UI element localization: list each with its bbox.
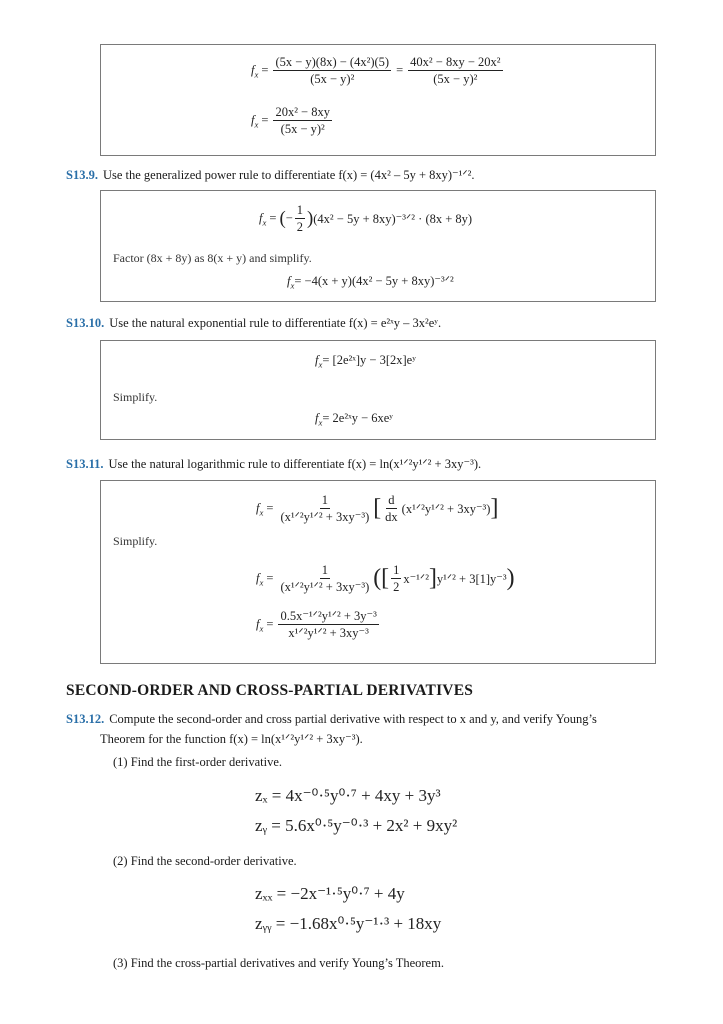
problem-s13-12 (66, 712, 597, 727)
step-3: (3) Find the cross-partial derivatives and verify Young’s Theorem. (113, 956, 444, 970)
equation-tail: = [2e²ˣ]y − 3[2x]eʸ (322, 353, 416, 367)
equation-tail: (4x² − 5y + 8xy)⁻³ᐟ² · (8x + 8y) (313, 211, 473, 226)
equation-tail: = 2e²ˣy − 6xeʸ (322, 411, 394, 425)
fraction-1 (273, 55, 391, 87)
fraction-log-3 (278, 609, 378, 641)
equation-inner: (x¹ᐟ²y¹ᐟ² + 3xy⁻³) (401, 501, 491, 516)
fraction-denominator: x¹ᐟ²y¹ᐟ² + 3xy⁻³ (288, 626, 369, 641)
equation-text: zᵧ = 5.6x⁰·⁵y⁻⁰·³ + 2x² + 9xy² (255, 816, 458, 835)
equation-log-rule: $f_x$ = $\frac{1}{\text{(x¹ᐟ²y¹ᐟ² + 3xy⁻³)}}$ [ $\frac{d}{dx}$ (x¹ᐟ²y¹ᐟ² + 3xy⁻³) ] (256, 493, 499, 525)
fraction-numerator: 1 (320, 493, 330, 509)
fraction-denominator: (x¹ᐟ²y¹ᐟ² + 3xy⁻³) (280, 580, 370, 595)
equation-power-simplified: $f_x$ = −4(x + y)(4x² − 5y + 8xy)⁻³ᐟ² (287, 273, 454, 290)
equation-fx-simplified: $f_x$ = $\frac{\text{20x² − 8xy}}{\text{(5x − y)²}}$ (251, 105, 330, 137)
problem-s13-9 (66, 167, 475, 183)
fraction-numerator: d (386, 493, 396, 509)
fraction-numerator: 20x² − 8xy (273, 105, 332, 121)
fraction-denominator: (5x − y)² (310, 72, 355, 87)
equation-exp-rule: $f_x$ = [2e²ˣ]y − 3[2x]eʸ (315, 353, 416, 370)
equation-fx-quotient: $f_x$ = $\frac{\text{(5x − y)(8x) − (4x²)(5)}}{\text{(5x − y)²}}$ = $\frac{\text{40x² − 8xy − 20x²}}{\text{(5x − y)²}}$ (251, 55, 501, 87)
problem-number: S13.11. (66, 457, 104, 471)
equation-text: zₓₓ = −2x⁻¹·⁵y⁰·⁷ + 4y (255, 884, 405, 903)
equation-text: zₓ = 4x⁻⁰·⁵y⁰·⁷ + 4xy + 3y³ (255, 786, 441, 805)
fraction-denominator: (5x − y)² (433, 72, 478, 87)
equation-zyy (255, 914, 441, 934)
fraction-log-2 (278, 563, 371, 595)
problem-number: S13.10. (66, 316, 105, 330)
problem-text: Use the natural logarithmic rule to differentiate f(x) = ln(x¹ᐟ²y¹ᐟ² + 3xy⁻³). (108, 457, 482, 471)
equation-tail: y¹ᐟ² + 3[1]y⁻³ (436, 571, 507, 586)
solution-note: Simplify. (113, 390, 158, 404)
equation-zy (255, 816, 457, 836)
fraction-half-2 (391, 563, 401, 595)
equation-zx (255, 786, 441, 806)
fraction-denominator: dx (385, 510, 398, 525)
fraction-numerator: 1 (320, 563, 330, 579)
equation-zxx (255, 884, 405, 904)
fraction-numerator: 1 (295, 203, 305, 219)
fraction-2 (408, 55, 502, 87)
problem-number: S13.9. (66, 168, 98, 182)
problem-text: Use the generalized power rule to differentiate f(x) = (4x² – 5y + 8xy)⁻¹ᐟ². (102, 168, 475, 182)
fraction-denominator: 2 (393, 580, 400, 595)
fx-label: $f_x$ (251, 63, 259, 80)
problem-number: S13.12. (66, 712, 105, 726)
fraction-numerator: 1 (391, 563, 401, 579)
fraction-denominator: (x¹ᐟ²y¹ᐟ² + 3xy⁻³) (280, 510, 370, 525)
equation-power: x⁻¹ᐟ² (403, 571, 429, 586)
section-heading: SECOND-ORDER AND CROSS-PARTIAL DERIVATIVES (66, 682, 474, 699)
problem-s13-11 (66, 456, 481, 472)
solution-box-1 (100, 44, 656, 156)
fraction-numerator: 40x² − 8xy − 20x² (408, 55, 502, 71)
fraction-denominator: 2 (296, 220, 303, 235)
fraction-numerator: 0.5x⁻¹ᐟ²y¹ᐟ² + 3y⁻³ (278, 609, 378, 625)
solution-box-4 (100, 480, 656, 664)
problem-s13-10 (66, 316, 441, 331)
equation-exp-simplified: $f_x$ = 2e²ˣy − 6xeʸ (315, 411, 394, 428)
solution-note: Simplify. (113, 534, 158, 548)
solution-note: Factor (8x + 8y) as 8(x + y) and simplify. (113, 251, 312, 265)
equation-log-expanded: $f_x$ = $\frac{1}{\text{(x¹ᐟ²y¹ᐟ² + 3xy⁻³)}}$ ( [ $\frac{1}{2}$ x⁻¹ᐟ² ] y¹ᐟ² + 3[1]y⁻³ ) (256, 563, 515, 595)
problem-text-line-2: Theorem for the function f(x) = ln(x¹ᐟ²y¹ᐟ² + 3xy⁻³). (100, 732, 363, 746)
step-2: (2) Find the second-order derivative. (113, 854, 297, 868)
fraction-log (278, 493, 371, 525)
equation-tail: = −4(x + y)(4x² − 5y + 8xy)⁻³ᐟ² (294, 274, 454, 288)
fraction-derivative-operator (383, 493, 400, 525)
equation-power-rule: $f_x$ = ( − $\frac{1}{2}$ ) (4x² − 5y + 8xy)⁻³ᐟ² · (8x + 8y) (259, 203, 473, 235)
problem-text-line-1: Compute the second-order and cross partial derivative with respect to x and y, and verify Young’s (109, 712, 597, 726)
equation-text: zᵧᵧ = −1.68x⁰·⁵y⁻¹·³ + 18xy (255, 914, 442, 933)
fraction-half (295, 203, 305, 235)
solution-box-2 (100, 190, 656, 302)
fraction-numerator: (5x − y)(8x) − (4x²)(5) (273, 55, 391, 71)
problem-text: Use the natural exponential rule to differentiate f(x) = e²ˣy – 3x²eʸ. (109, 316, 442, 330)
solution-box-3 (100, 340, 656, 440)
problem-s13-12-line-2 (100, 731, 363, 747)
step-1: (1) Find the first-order derivative. (113, 755, 283, 769)
equation-log-simplified: $f_x$ = $\frac{\text{0.5x⁻¹ᐟ²y¹ᐟ² + 3y⁻³}}{\text{x¹ᐟ²y¹ᐟ² + 3xy⁻³}}$ (256, 609, 377, 641)
fraction-3 (273, 105, 332, 137)
fraction-denominator: (5x − y)² (280, 122, 325, 137)
